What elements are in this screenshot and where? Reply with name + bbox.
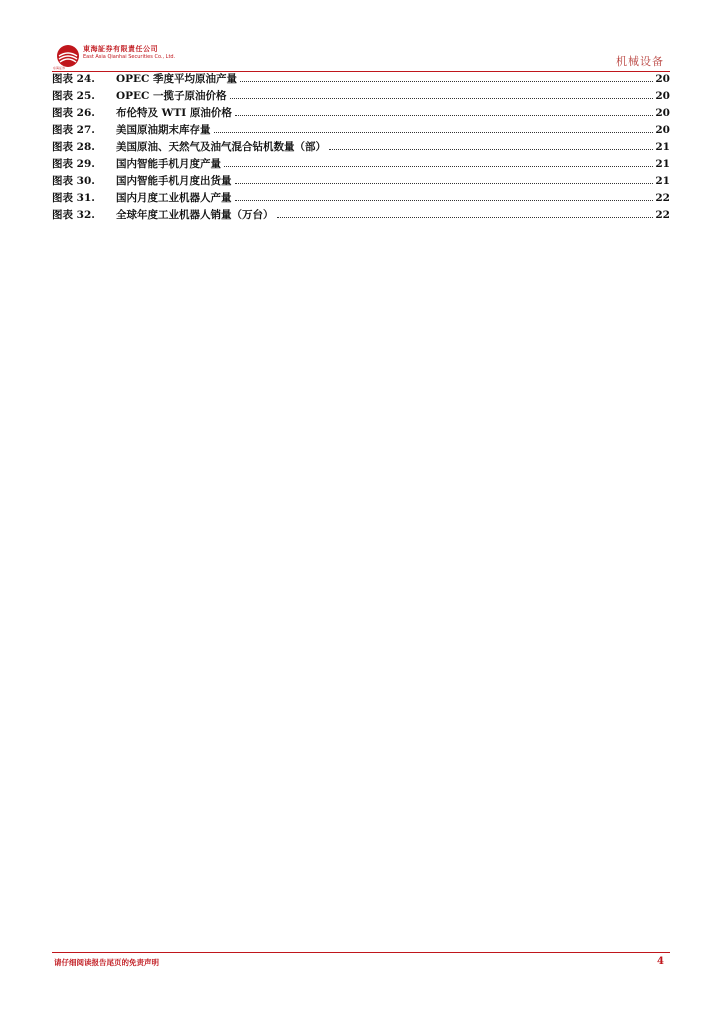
page-number: 4 — [657, 956, 664, 967]
toc-entry[interactable] — [52, 71, 670, 88]
toc-entry[interactable] — [52, 105, 670, 122]
toc-entry-page: 21 — [655, 175, 670, 187]
footer-divider — [52, 952, 670, 953]
toc-entry-page: 22 — [655, 192, 670, 204]
toc-leader-dots — [235, 183, 654, 184]
toc-leader-dots — [277, 217, 654, 218]
page-header — [52, 40, 670, 72]
toc-entry-page: 20 — [655, 124, 670, 136]
company-logo-icon — [56, 44, 80, 68]
toc-entry-title: OPEC 季度平均原油产量 — [116, 73, 238, 85]
toc-entry-page: 22 — [655, 209, 670, 221]
toc-entry-label: 图表 29. — [52, 158, 95, 170]
toc-entry-title: 国内月度工业机器人产量 — [116, 192, 232, 204]
toc-entry[interactable] — [52, 122, 670, 139]
page-footer — [52, 952, 670, 972]
toc-entry[interactable] — [52, 190, 670, 207]
toc-leader-dots — [214, 132, 654, 133]
toc-leader-dots — [230, 98, 654, 99]
toc-entry-label: 图表 31. — [52, 192, 95, 204]
logo-caption: 东海证券 — [53, 66, 66, 70]
toc-entry-page: 21 — [655, 158, 670, 170]
toc-leader-dots — [235, 115, 654, 116]
toc-entry[interactable] — [52, 139, 670, 156]
toc-entry-label: 图表 28. — [52, 141, 95, 153]
toc-entry[interactable] — [52, 173, 670, 190]
company-name-en: East Asia Qianhai Securities Co., Ltd. — [83, 54, 176, 60]
toc-entry-title: 布伦特及 WTI 原油价格 — [116, 107, 232, 119]
table-of-figures — [52, 71, 670, 224]
toc-entry-title: 国内智能手机月度产量 — [116, 158, 221, 170]
toc-entry-title: 美国原油、天然气及油气混合钻机数量（部） — [116, 141, 326, 153]
toc-entry-title: OPEC 一揽子原油价格 — [116, 90, 227, 102]
company-name-cn: 東海証券有限責任公司 — [83, 45, 158, 53]
toc-entry[interactable] — [52, 207, 670, 224]
toc-entry-title: 全球年度工业机器人销量（万台） — [116, 209, 274, 221]
toc-entry-label: 图表 25. — [52, 90, 95, 102]
toc-entry-page: 21 — [655, 141, 670, 153]
toc-entry[interactable] — [52, 88, 670, 105]
toc-entry-label: 图表 24. — [52, 73, 95, 85]
section-title: 机械设备 — [616, 55, 664, 68]
toc-leader-dots — [240, 81, 653, 82]
toc-leader-dots — [224, 166, 653, 167]
toc-entry-label: 图表 30. — [52, 175, 95, 187]
disclaimer-note: 请仔细阅读报告尾页的免责声明 — [54, 958, 159, 967]
toc-leader-dots — [235, 200, 654, 201]
toc-entry[interactable] — [52, 156, 670, 173]
toc-entry-page: 20 — [655, 107, 670, 119]
toc-leader-dots — [329, 149, 653, 150]
toc-entry-title: 美国原油期末库存量 — [116, 124, 211, 136]
toc-entry-page: 20 — [655, 73, 670, 85]
toc-entry-label: 图表 32. — [52, 209, 95, 221]
toc-entry-label: 图表 26. — [52, 107, 95, 119]
toc-entry-label: 图表 27. — [52, 124, 95, 136]
toc-entry-title: 国内智能手机月度出货量 — [116, 175, 232, 187]
toc-entry-page: 20 — [655, 90, 670, 102]
